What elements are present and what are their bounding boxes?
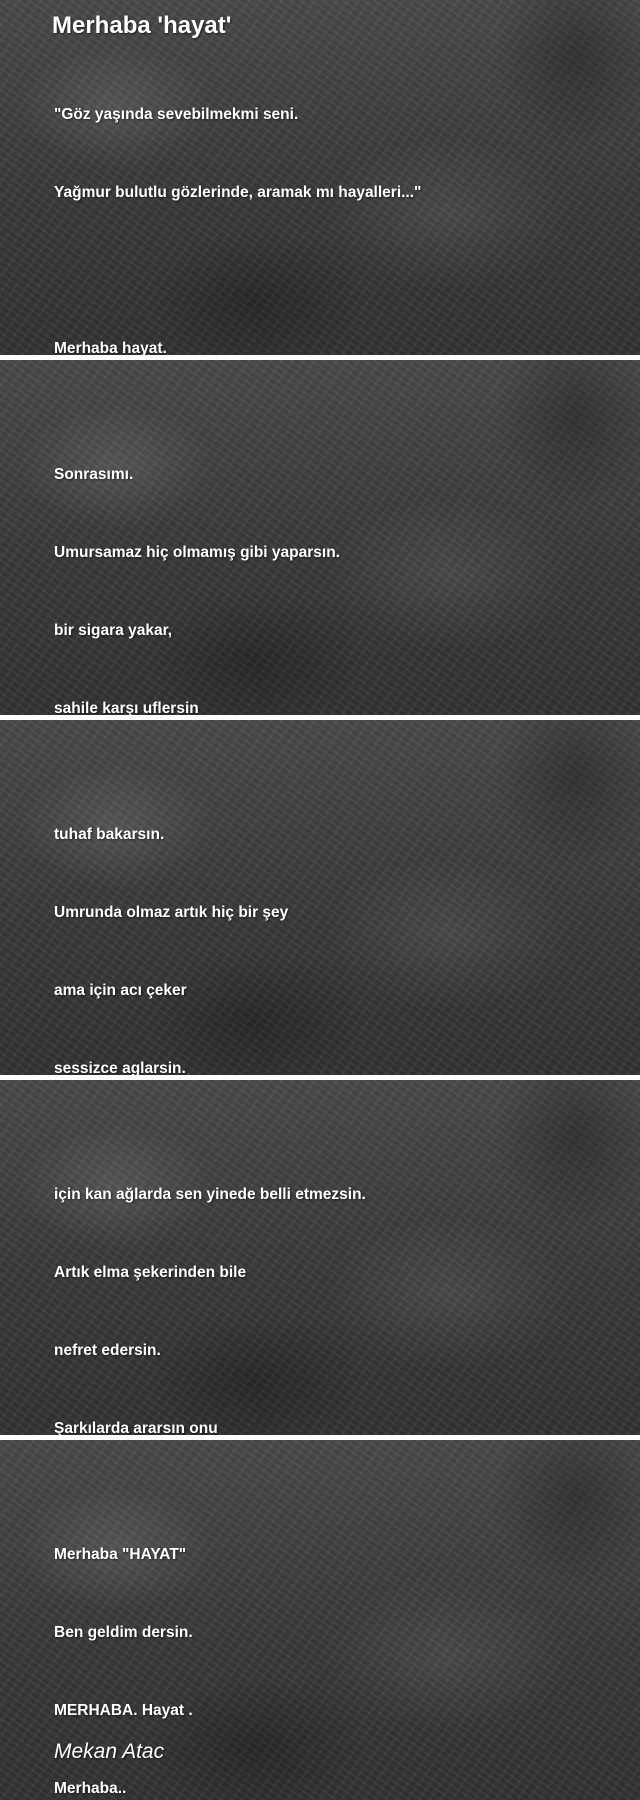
poem-line: MERHABA. Hayat . bbox=[54, 1702, 193, 1719]
poem-panel-4 bbox=[0, 1080, 640, 1435]
poem-line: Merhaba "HAYAT" bbox=[54, 1546, 187, 1563]
stanza-1 bbox=[54, 50, 421, 355]
poem-line: Yağmur bulutlu gözlerinde, aramak mı hayalleri..." bbox=[54, 184, 422, 201]
poem-line: Artık elma şekerinden bile bbox=[54, 1264, 247, 1281]
poem-line: Şarkılarda ararsın onu bbox=[54, 1420, 218, 1435]
poem-panel-3 bbox=[0, 720, 640, 1075]
poem-line: Merhaba.. bbox=[54, 1780, 127, 1797]
poem-line: sahile karşı uflersin bbox=[54, 700, 199, 715]
poem-line: Umrunda olmaz artık hiç bir şey bbox=[54, 904, 289, 921]
poem-line: Merhaba hayat. bbox=[54, 340, 167, 355]
poem-line: Ben geldim dersin. bbox=[54, 1624, 193, 1641]
poem-line: için kan ağlarda sen yinede belli etmezsin. bbox=[54, 1186, 366, 1203]
poem-line: "Göz yaşında sevebilmekmi seni. bbox=[54, 106, 299, 123]
poem-line: ama için acı çeker bbox=[54, 982, 187, 999]
poem-title: Merhaba 'hayat' bbox=[52, 12, 232, 39]
poem-line: nefret edersin. bbox=[54, 1342, 161, 1359]
poem-panel-1 bbox=[0, 0, 640, 355]
poem-panel-2 bbox=[0, 360, 640, 715]
poem-line: Sonrasımı. bbox=[54, 466, 134, 483]
stanza-3 bbox=[54, 770, 350, 1075]
poem-author: Mekan Atac bbox=[54, 1740, 165, 1763]
poem-line: sessizce aglarsin. bbox=[54, 1060, 186, 1075]
poem-line: Umursamaz hiç olmamış gibi yaparsın. bbox=[54, 544, 340, 561]
stanza-4 bbox=[54, 1130, 391, 1435]
poem-line bbox=[54, 258, 421, 284]
poem-line: tuhaf bakarsın. bbox=[54, 826, 165, 843]
stanza-2 bbox=[54, 410, 486, 715]
poem-line: bir sigara yakar, bbox=[54, 622, 173, 639]
